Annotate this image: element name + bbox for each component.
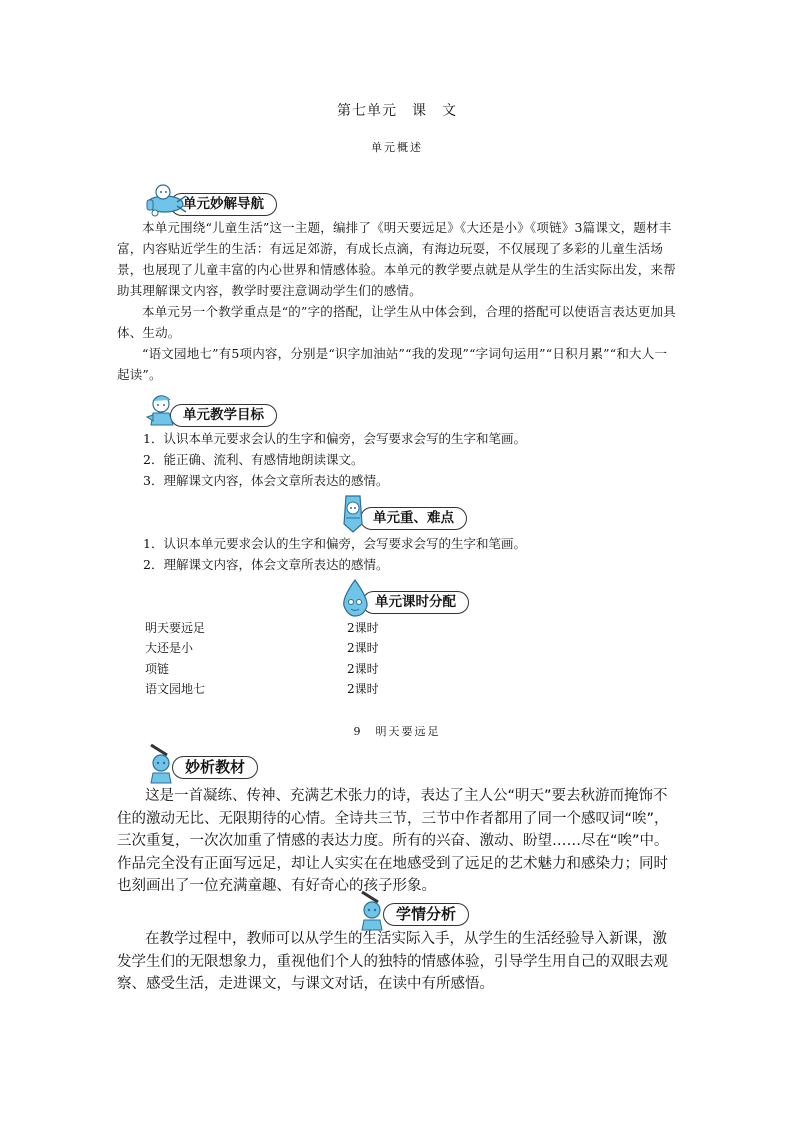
guide-paragraph-3: “语文园地七”有5项内容，分别是“识字加油站”“我的发现”“字词句运用”“日积月累”“和大人一起读”。 (117, 346, 668, 382)
key-points-list (143, 533, 683, 575)
pencil-boy-icon (145, 743, 181, 785)
guide-text (117, 217, 677, 385)
airplane-kid-icon (143, 180, 187, 220)
goals-item-3: 3．理解课文内容，体会文章所表达的感情。 (143, 473, 389, 488)
banner-guide (143, 188, 303, 216)
table-row (145, 638, 379, 659)
pencil-kid-icon (336, 494, 370, 534)
table-row (145, 658, 379, 679)
banner-key-points (336, 502, 486, 530)
schedule-hours: 2课时 (347, 620, 379, 635)
goals-item-2: 2．能正确、流利、有感情地朗读课文。 (143, 452, 364, 467)
learning-text (117, 928, 679, 996)
schedule-table (145, 617, 379, 699)
banner-learning (356, 898, 496, 926)
drop-mascot-icon (336, 578, 374, 618)
schedule-lesson: 项链 (145, 661, 170, 676)
goals-item-1: 1．认识本单元要求会认的生字和偏旁，会写要求会写的生字和笔画。 (143, 431, 526, 446)
table-row (145, 679, 379, 700)
key-points-item-1: 1．认识本单元要求会认的生字和偏旁，会写要求会写的生字和笔画。 (143, 536, 526, 551)
banner-guide-label: 单元妙解导航 (170, 193, 277, 216)
banner-goals-label: 单元教学目标 (170, 404, 277, 427)
key-points-item-2: 2．理解课文内容，体会文章所表达的感情。 (143, 557, 389, 572)
page-title: 第七单元 课 文 (337, 103, 457, 119)
banner-schedule-label: 单元课时分配 (362, 591, 469, 614)
schedule-lesson: 明天要远足 (145, 620, 206, 635)
flying-kid-icon (143, 391, 183, 431)
banner-analysis (145, 751, 285, 779)
learning-paragraph: 在教学过程中，教师可以从学生的生活实际入手，从学生的生活经验导入新课，激发学生们的无限想象力，重视他们个人的独特的情感体验，引导学生用自己的双眼去观察、感受生活，走进课文，与课文对话，在读中有所感悟。 (117, 931, 668, 992)
schedule-hours: 2课时 (347, 682, 379, 697)
table-row (145, 617, 379, 638)
banner-goals (143, 399, 303, 427)
guide-paragraph-1: 本单元围绕“儿童生活”这一主题，编排了《明天要远足》《大还是小》《项链》3篇课文，题材丰富，内容贴近学生的生活：有远足郊游，有成长点滴，有海边玩耍，不仅展现了多彩的儿童生活场景，也展现了儿童丰富的内心世界和情感体验。本单元的教学要点就是从学生的生活实际出发，来帮助其理解课文内容，教学时要注意调动学生们的感情。 (117, 220, 676, 298)
lesson-title: 9 明天要远足 (353, 725, 441, 738)
guide-paragraph-2: 本单元另一个教学重点是“的”字的搭配，让学生从中体会到，合理的搭配可以使语言表达更加具体、生动。 (117, 304, 676, 340)
schedule-hours: 2课时 (347, 641, 379, 656)
pencil-boy-icon (356, 890, 392, 932)
page-subtitle: 单元概述 (371, 141, 423, 154)
banner-schedule (336, 586, 496, 614)
banner-learning-label: 学情分析 (383, 903, 469, 926)
goals-list (143, 428, 683, 491)
schedule-lesson: 大还是小 (145, 641, 194, 656)
banner-analysis-label: 妙析教材 (172, 756, 258, 779)
banner-key-points-label: 单元重、难点 (360, 507, 467, 530)
schedule-lesson: 语文园地七 (145, 682, 206, 697)
analysis-text (117, 785, 679, 898)
schedule-hours: 2课时 (347, 661, 379, 676)
analysis-paragraph: 这是一首凝练、传神、充满艺术张力的诗，表达了主人公“明天”要去秋游而掩饰不住的激动无比、无限期待的心情。全诗共三节，三节中作者都用了同一个感叹词“唉”，三次重复，一次次加重了情感的表达力度。所有的兴奋、激动、盼望……尽在“唉”中。作品完全没有正面写远足，却让人实实在在地感受到了远足的艺术魅力和感染力；同时也刻画出了一位充满童趣、有好奇心的孩子形象。 (117, 788, 669, 894)
